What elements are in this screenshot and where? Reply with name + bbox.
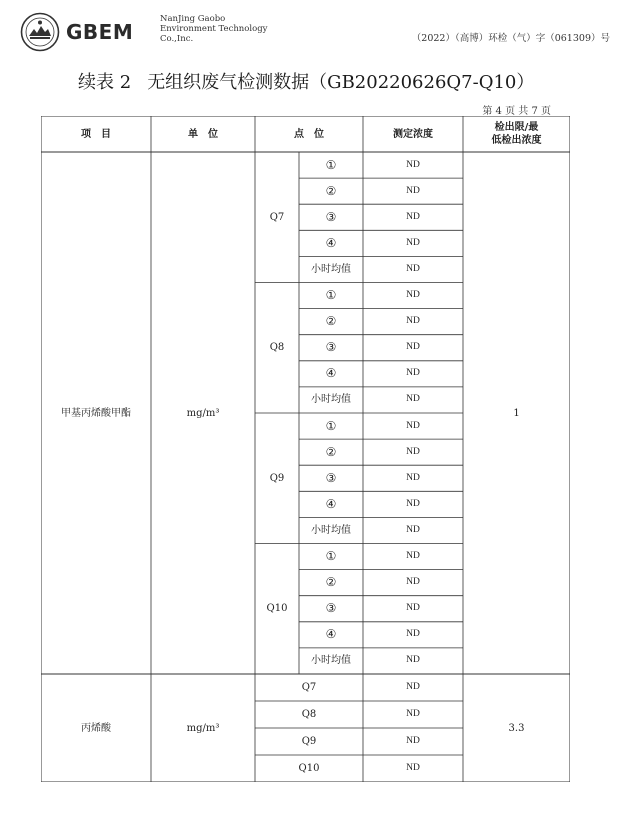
hourly-average-label: 小时均值: [311, 524, 351, 536]
sample-index: ①: [325, 418, 337, 433]
hourly-average-label: 小时均值: [311, 263, 351, 275]
table-number: 续表 2: [78, 72, 132, 93]
concentration-value: ND: [406, 420, 420, 431]
concentration-value: ND: [406, 472, 420, 483]
point-label: Q9: [301, 736, 317, 747]
sample-index: ①: [325, 157, 337, 172]
concentration-value: ND: [406, 368, 420, 379]
hourly-average-label: 小时均值: [311, 655, 351, 667]
concentration-value: ND: [406, 655, 420, 666]
hourly-average-label: 小时均值: [311, 394, 351, 406]
limit-cell: 1: [513, 407, 520, 419]
sample-index: ②: [325, 183, 337, 198]
sample-index: ③: [325, 340, 337, 355]
sample-index: ④: [325, 496, 337, 511]
point-label: Q9: [269, 472, 285, 484]
concentration-value: ND: [406, 159, 420, 170]
concentration-value: ND: [406, 629, 420, 640]
concentration-value: ND: [406, 763, 420, 773]
concentration-value: ND: [406, 446, 420, 457]
point-label: Q7: [301, 682, 317, 693]
concentration-value: ND: [406, 603, 420, 614]
sample-index: ③: [325, 209, 337, 224]
table-title-text: 无组织废气检测数据（GB20220626Q7-Q10）: [147, 72, 535, 93]
sample-index: ②: [325, 444, 337, 459]
concentration-value: ND: [406, 316, 420, 327]
sample-index: ①: [325, 288, 337, 303]
sample-index: ①: [325, 549, 337, 564]
concentration-value: ND: [406, 394, 420, 405]
point-label: Q10: [266, 603, 288, 615]
concentration-value: ND: [406, 736, 420, 746]
page-info: 第 4 页 共 7 页: [482, 106, 551, 117]
point-label: Q8: [269, 342, 285, 354]
limit-cell: 3.3: [508, 722, 525, 734]
concentration-value: ND: [406, 682, 420, 692]
concentration-value: ND: [406, 290, 420, 301]
header-unit: 单 位: [188, 128, 218, 140]
concentration-value: ND: [406, 263, 420, 274]
concentration-value: ND: [406, 709, 420, 719]
unit-cell: mg/m³: [186, 407, 220, 419]
point-label: Q8: [301, 709, 317, 720]
item-cell: 丙烯酸: [81, 722, 111, 734]
sample-index: ④: [325, 627, 337, 642]
concentration-value: ND: [406, 577, 420, 588]
item-cell: 甲基丙烯酸甲酯: [61, 407, 131, 419]
sample-index: ②: [325, 575, 337, 590]
company-emblem-icon: [20, 12, 60, 52]
concentration-value: ND: [406, 342, 420, 353]
sample-index: ④: [325, 235, 337, 250]
point-label: Q10: [298, 763, 320, 774]
table-title: [78, 68, 534, 94]
data-table: [41, 116, 570, 782]
sample-index: ④: [325, 366, 337, 381]
header-item: 项 目: [81, 128, 111, 140]
concentration-value: ND: [406, 237, 420, 248]
sample-index: ③: [325, 601, 337, 616]
concentration-value: ND: [406, 185, 420, 196]
sample-index: ②: [325, 314, 337, 329]
point-label: Q7: [269, 211, 285, 223]
logo-text: GBEM: [66, 20, 134, 44]
concentration-value: ND: [406, 211, 420, 222]
company-name: NanJing Gaobo Environment Technology Co.,Inc.: [160, 14, 268, 44]
concentration-value: ND: [406, 524, 420, 535]
unit-cell: mg/m³: [186, 722, 220, 734]
report-number: （2022）（高博）环检（气）字（061309）号: [411, 33, 610, 44]
header-point: 点 位: [294, 128, 324, 140]
sample-index: ③: [325, 470, 337, 485]
concentration-value: ND: [406, 498, 420, 509]
concentration-value: ND: [406, 551, 420, 562]
page-header: [20, 10, 610, 54]
header-concentration: 测定浓度: [393, 128, 433, 140]
header-limit: 检出限/最 低检出浓度: [491, 122, 542, 146]
